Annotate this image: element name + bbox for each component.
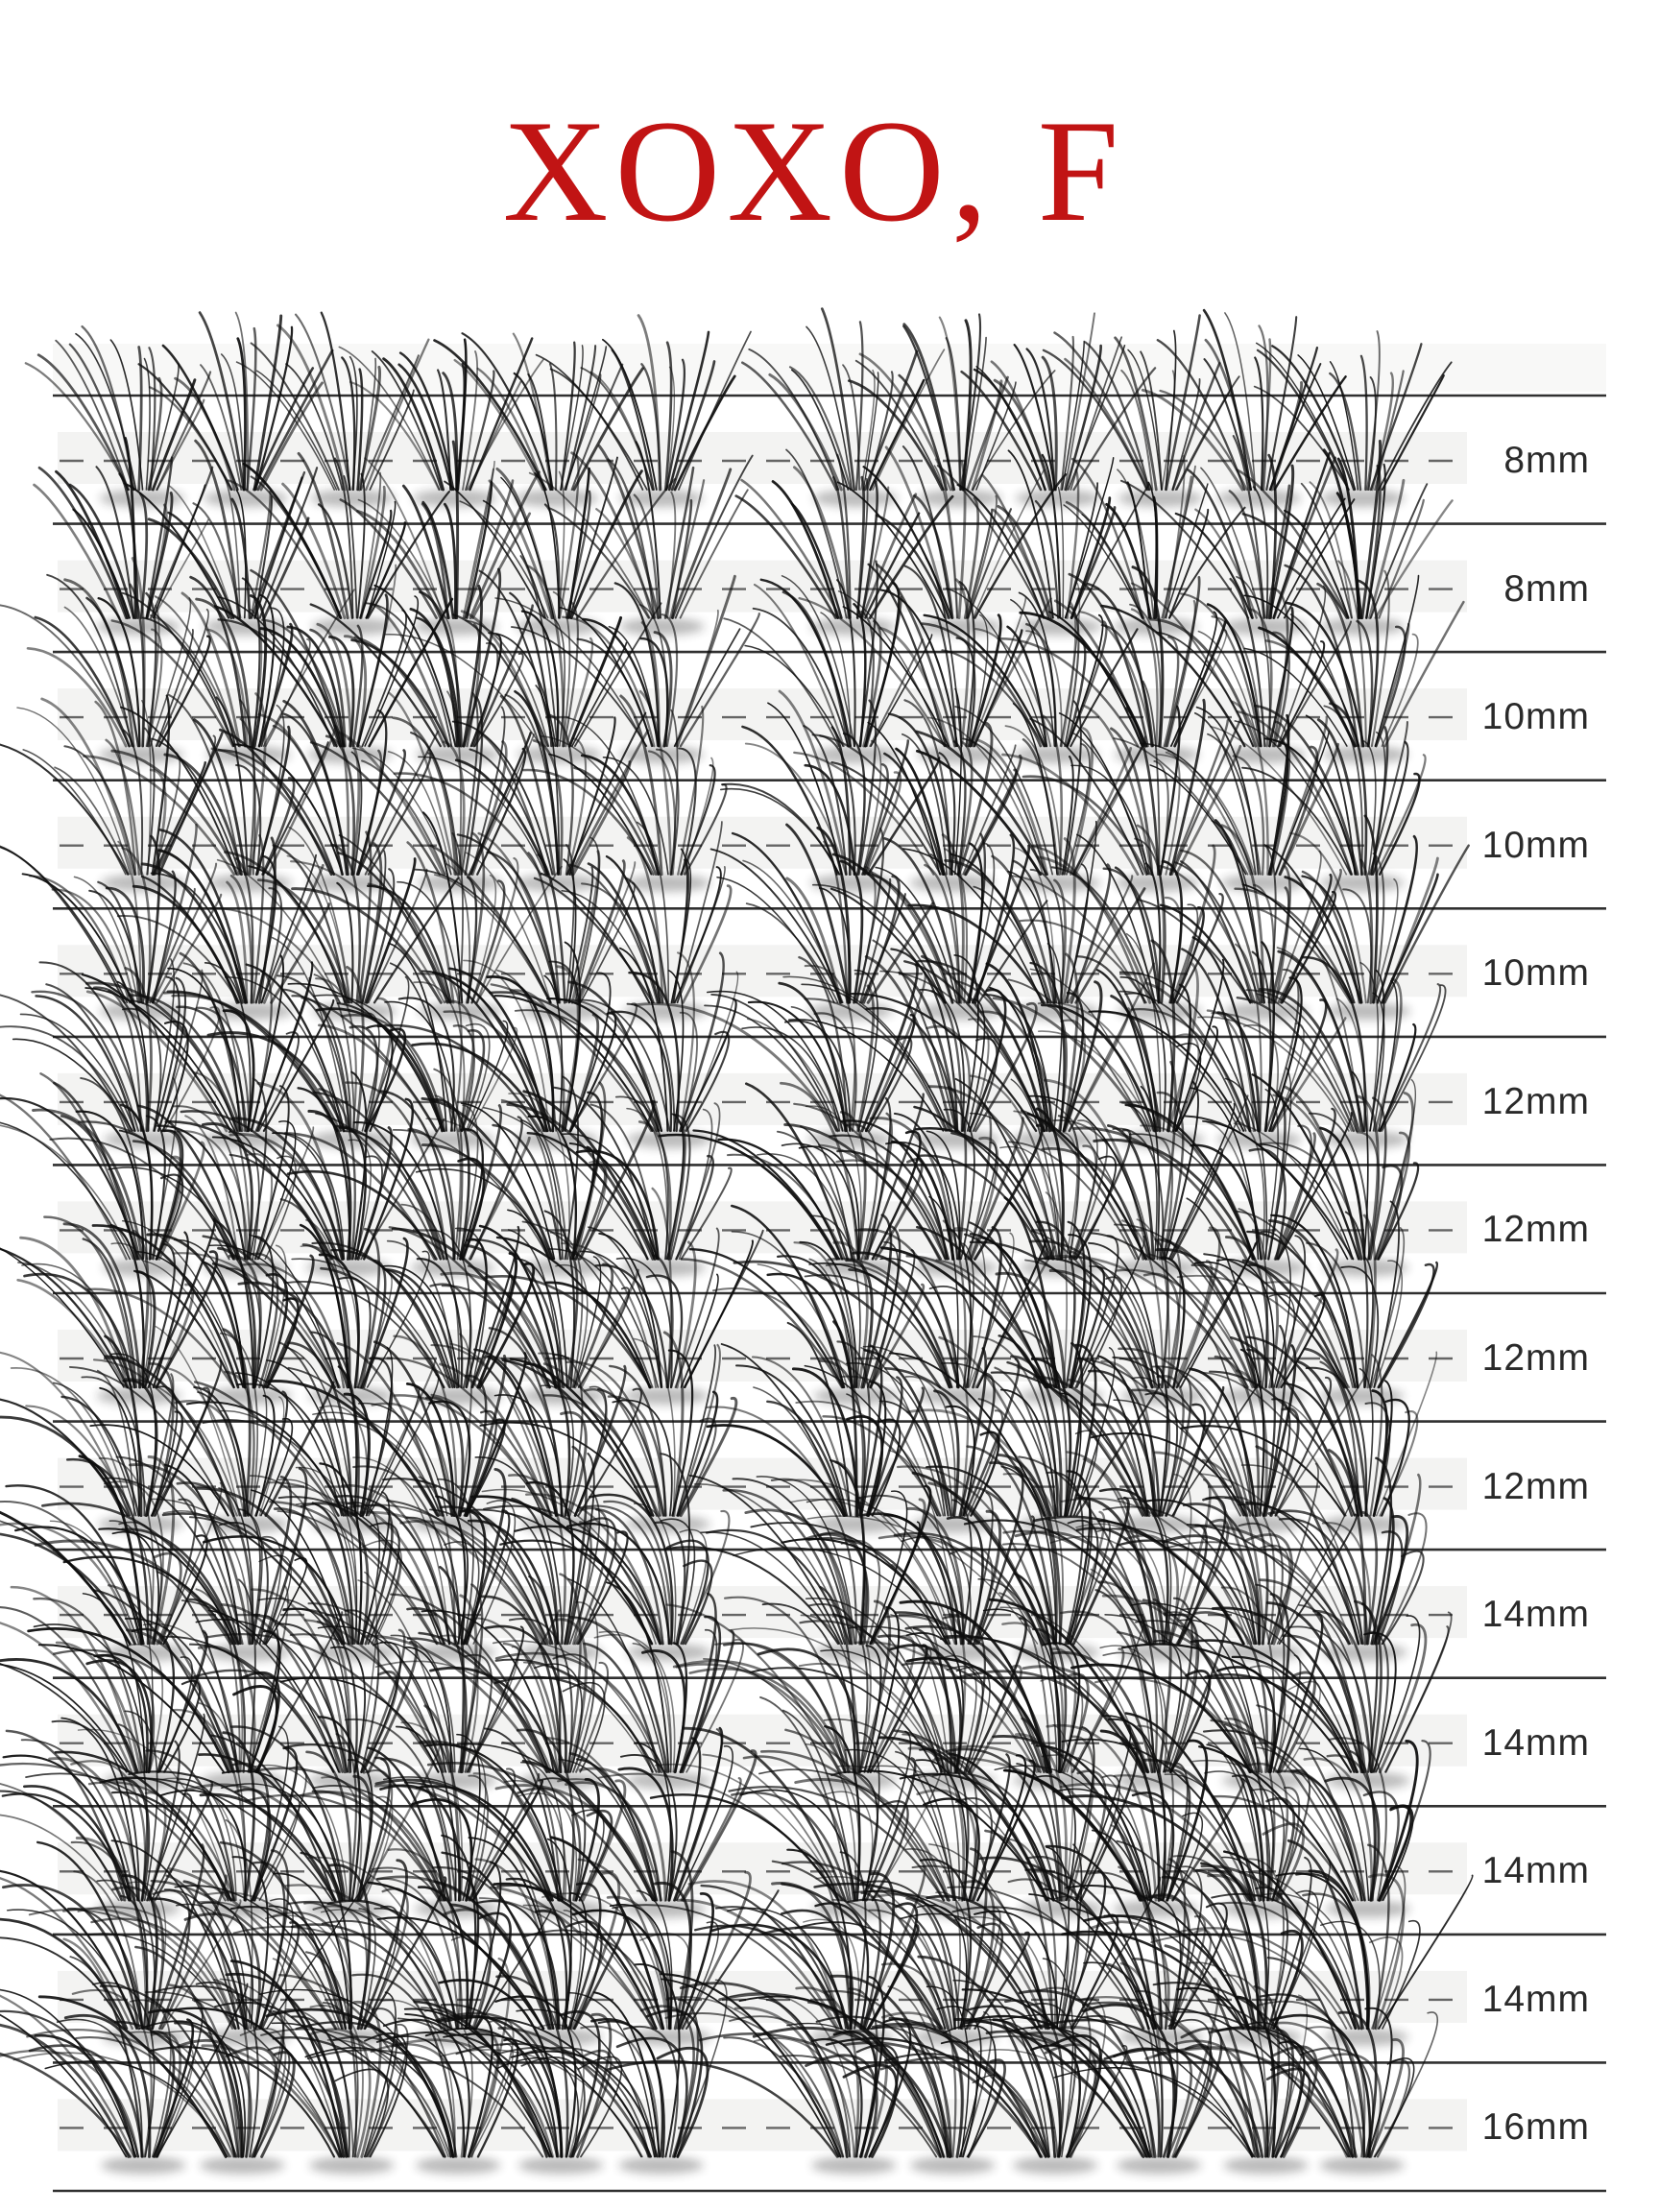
row-length-label: 10mm <box>1481 825 1590 866</box>
brand-title: XOXO, F <box>502 90 1126 252</box>
row-length-label: 10mm <box>1481 952 1590 994</box>
row-length-label: 12mm <box>1481 1337 1590 1379</box>
row-length-label: 14mm <box>1481 1722 1590 1764</box>
row-length-label: 14mm <box>1481 1594 1590 1635</box>
row-length-label: 12mm <box>1481 1081 1590 1122</box>
row-length-label: 12mm <box>1481 1209 1590 1250</box>
row-length-label: 14mm <box>1481 1979 1590 2020</box>
row-length-label: 8mm <box>1503 568 1590 610</box>
row-length-label: 8mm <box>1503 440 1590 481</box>
row-length-label: 10mm <box>1481 696 1590 737</box>
row-length-label: 12mm <box>1481 1466 1590 1507</box>
row-length-label: 14mm <box>1481 1850 1590 1891</box>
row-length-label: 16mm <box>1481 2106 1590 2148</box>
